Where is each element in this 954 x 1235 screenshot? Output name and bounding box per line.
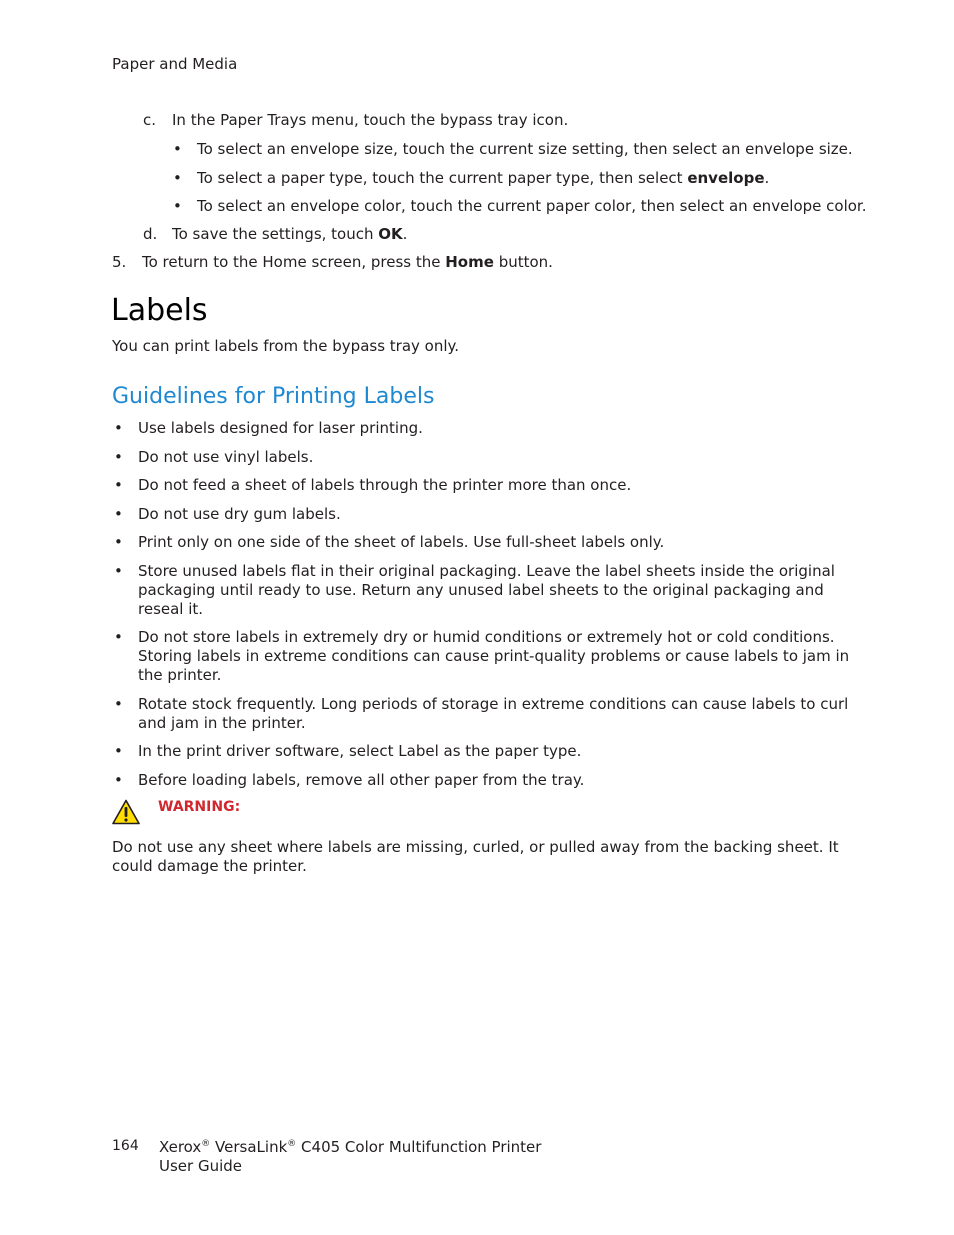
bullet-icon: • [114,561,123,580]
warning-label: WARNING: [158,799,241,815]
section-title: Labels [111,293,208,328]
step-c-bullets [171,140,871,226]
running-header: Paper and Media [112,55,238,73]
bullet-icon: • [114,504,123,523]
list-item [112,742,852,761]
list-item-text: Store unused labels flat in their original packaging. Leave the label sheets inside the original packaging until ready to use. Return any unused label sheets to the original packaging and reseal it. [138,561,835,618]
bullet-icon: • [114,628,123,646]
list-item [112,562,852,619]
bullet-icon: • [114,533,123,551]
list-item [171,140,871,159]
bullet-icon: • [114,447,123,466]
guidelines-list [112,419,852,799]
list-item-text: Do not feed a sheet of labels through the printer more than once. [138,476,632,494]
footer-product [159,1138,541,1157]
step-d-marker: d. [143,225,158,243]
list-item-text: Do not use vinyl labels. [138,447,314,466]
list-item-text: Do not store labels in extremely dry or humid conditions or extremely hot or cold conditions. Storing labels in extreme conditions can cause print-quality problems or cause labels to jam in the printer. [138,628,850,684]
step-d-text-end: . [402,225,408,243]
registered-mark: ® [201,1139,211,1149]
list-item [112,533,852,552]
bullet-icon: • [173,140,182,158]
list-item [112,771,852,790]
step-c-text: In the Paper Trays menu, touch the bypass tray icon. [172,111,569,129]
list-item-text: Rotate stock frequently. Long periods of storage in extreme conditions can cause labels to curl and jam in the printer. [138,694,849,732]
step-c-marker: c. [143,111,157,129]
step-5-text-end: button. [493,253,553,271]
page-number: 164 [112,1138,139,1154]
list-item [112,695,852,733]
list-item-text: To select an envelope color, touch the current paper color, then select an envelope color. [197,197,867,215]
list-item-text-end: . [764,168,770,187]
list-item [171,197,871,216]
registered-mark: ® [287,1139,297,1149]
bullet-icon: • [114,770,123,789]
list-item-text: Print only on one side of the sheet of labels. Use full-sheet labels only. [138,533,665,551]
list-item-text: To select an envelope size, touch the current size setting, then select an envelope size. [197,140,853,158]
bullet-icon: • [114,694,123,713]
list-item [171,169,871,188]
section-intro: You can print labels from the bypass tray only. [112,337,460,355]
list-item-text: Before loading labels, remove all other paper from the tray. [138,770,585,789]
bullet-icon: • [114,419,123,437]
step-5-bold: Home [445,253,494,271]
list-item [112,448,852,467]
step-c [143,111,568,130]
step-d-text: To save the settings, touch [172,225,379,243]
warning-text: Do not use any sheet where labels are missing, curled, or pulled away from the backing sheet. It could damage the printer. [112,838,839,875]
list-item-text: Do not use dry gum labels. [138,504,341,523]
list-item-text: Use labels designed for laser printing. [138,419,423,437]
bullet-icon: • [173,168,182,187]
list-item [112,628,852,685]
bullet-icon: • [173,197,182,215]
step-d [143,225,407,244]
list-item [112,505,852,524]
list-item-text: In the print driver software, select Label as the paper type. [138,742,582,760]
footer-model: C405 Color Multifunction Printer [301,1138,542,1156]
list-item [112,419,852,438]
bullet-icon: • [114,742,123,760]
bullet-icon: • [114,476,123,494]
step-5-text: To return to the Home screen, press the [142,253,446,271]
step-5 [112,253,553,272]
list-item-bold: envelope [687,168,765,187]
subsection-title: Guidelines for Printing Labels [112,384,435,409]
step-d-bold: OK [378,225,403,243]
step-5-marker: 5. [112,253,127,271]
footer-doc-title: User Guide [159,1157,243,1175]
footer-product-name: VersaLink [215,1138,288,1156]
list-item-text: To select a paper type, touch the current paper type, then select [197,168,688,187]
list-item [112,476,852,495]
footer-brand: Xerox [159,1138,202,1156]
warning-triangle-icon [112,799,140,825]
